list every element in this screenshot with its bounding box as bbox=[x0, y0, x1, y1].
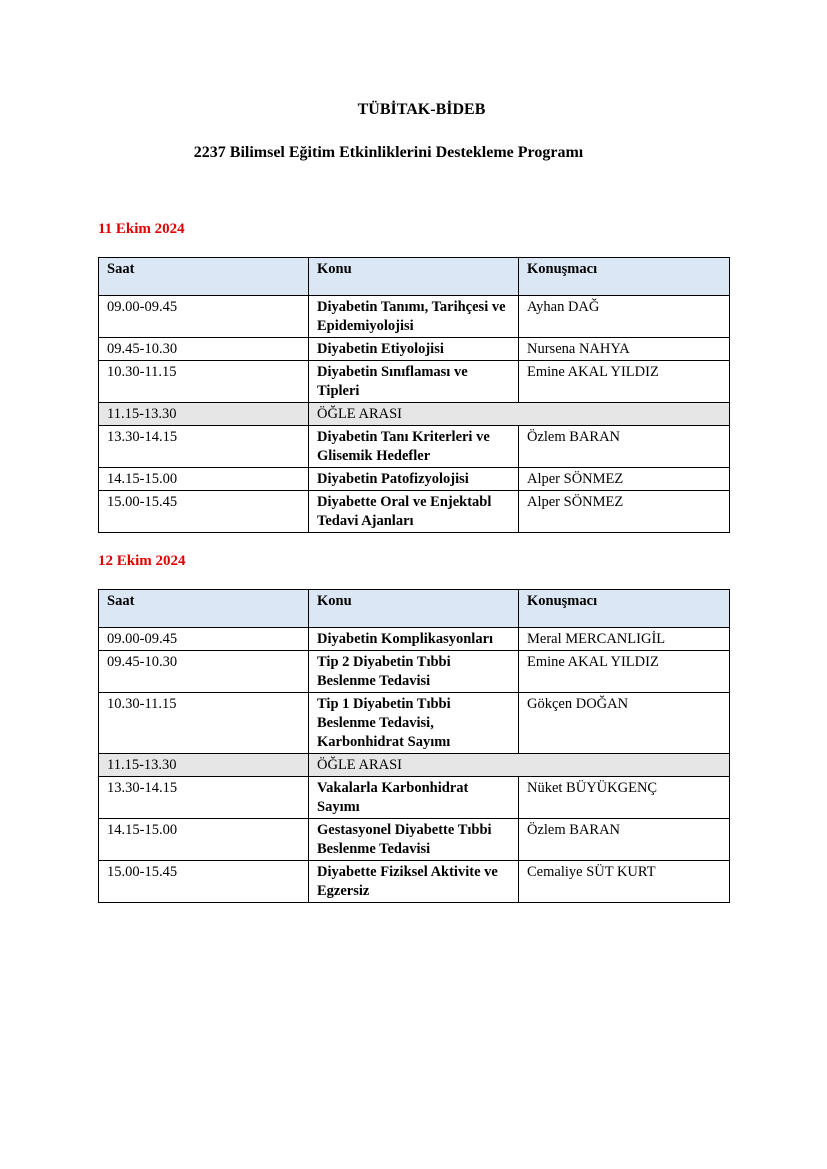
time-column-header: Saat bbox=[99, 258, 309, 296]
topic-cell: Tip 2 Diyabetin Tıbbi Beslenme Tedavisi bbox=[309, 651, 519, 693]
day1-schedule-table bbox=[98, 257, 730, 533]
time-cell: 09.00-09.45 bbox=[99, 296, 309, 338]
topic-cell: Vakalarla Karbonhidrat Sayımı bbox=[309, 777, 519, 819]
speaker-cell: Gökçen DOĞAN bbox=[519, 693, 730, 754]
time-cell: 09.45-10.30 bbox=[99, 338, 309, 361]
time-cell: 14.15-15.00 bbox=[99, 468, 309, 491]
speaker-cell: Ayhan DAĞ bbox=[519, 296, 730, 338]
topic-column-header: Konu bbox=[309, 258, 519, 296]
day1-date: 11 Ekim 2024 bbox=[98, 221, 185, 237]
table-header-row bbox=[99, 258, 730, 296]
table-row bbox=[99, 777, 730, 819]
speaker-cell: Emine AKAL YILDIZ bbox=[519, 651, 730, 693]
time-column-header: Saat bbox=[99, 590, 309, 628]
time-cell: 09.45-10.30 bbox=[99, 651, 309, 693]
time-cell: 13.30-14.15 bbox=[99, 426, 309, 468]
table-row bbox=[99, 819, 730, 861]
topic-cell: Gestasyonel Diyabette Tıbbi Beslenme Tedavisi bbox=[309, 819, 519, 861]
day2-date: 12 Ekim 2024 bbox=[98, 553, 186, 569]
time-cell: 09.00-09.45 bbox=[99, 628, 309, 651]
topic-cell: Diyabette Oral ve Enjektabl Tedavi Ajanları bbox=[309, 491, 519, 533]
table-row bbox=[99, 861, 730, 903]
speaker-cell: Özlem BARAN bbox=[519, 819, 730, 861]
topic-cell: Diyabetin Patofizyolojisi bbox=[309, 468, 519, 491]
table-header-row bbox=[99, 590, 730, 628]
speaker-cell: Özlem BARAN bbox=[519, 426, 730, 468]
time-cell: 10.30-11.15 bbox=[99, 361, 309, 403]
table-row bbox=[99, 651, 730, 693]
table-row bbox=[99, 491, 730, 533]
table-row bbox=[99, 296, 730, 338]
table-row bbox=[99, 361, 730, 403]
break-row bbox=[99, 403, 730, 426]
break-cell: ÖĞLE ARASI bbox=[309, 403, 730, 426]
break-row bbox=[99, 754, 730, 777]
time-cell: 14.15-15.00 bbox=[99, 819, 309, 861]
table-row bbox=[99, 628, 730, 651]
speaker-cell: Alper SÖNMEZ bbox=[519, 468, 730, 491]
break-cell: ÖĞLE ARASI bbox=[309, 754, 730, 777]
topic-cell: Diyabetin Etiyolojisi bbox=[309, 338, 519, 361]
speaker-cell: Emine AKAL YILDIZ bbox=[519, 361, 730, 403]
topic-column-header: Konu bbox=[309, 590, 519, 628]
speaker-column-header: Konuşmacı bbox=[519, 590, 730, 628]
topic-cell: Diyabetin Sınıflaması ve Tipleri bbox=[309, 361, 519, 403]
time-cell: 11.15-13.30 bbox=[99, 403, 309, 426]
time-cell: 10.30-11.15 bbox=[99, 693, 309, 754]
time-cell: 13.30-14.15 bbox=[99, 777, 309, 819]
topic-cell: Diyabetin Komplikasyonları bbox=[309, 628, 519, 651]
table-row bbox=[99, 693, 730, 754]
topic-cell: Tip 1 Diyabetin Tıbbi Beslenme Tedavisi, Karbonhidrat Sayımı bbox=[309, 693, 519, 754]
topic-cell: Diyabetin Tanımı, Tarihçesi ve Epidemiyolojisi bbox=[309, 296, 519, 338]
program-subtitle: 2237 Bilimsel Eğitim Etkinliklerini Destekleme Programı bbox=[193, 144, 584, 161]
topic-cell: Diyabette Fiziksel Aktivite ve Egzersiz bbox=[309, 861, 519, 903]
speaker-column-header: Konuşmacı bbox=[519, 258, 730, 296]
speaker-cell: Alper SÖNMEZ bbox=[519, 491, 730, 533]
speaker-cell: Nüket BÜYÜKGENÇ bbox=[519, 777, 730, 819]
day2-schedule-table bbox=[98, 589, 730, 903]
table-row bbox=[99, 426, 730, 468]
document-title: TÜBİTAK-BİDEB bbox=[357, 101, 486, 118]
table-row bbox=[99, 468, 730, 491]
time-cell: 15.00-15.45 bbox=[99, 491, 309, 533]
time-cell: 15.00-15.45 bbox=[99, 861, 309, 903]
table-row bbox=[99, 338, 730, 361]
topic-cell: Diyabetin Tanı Kriterleri ve Glisemik Hedefler bbox=[309, 426, 519, 468]
speaker-cell: Cemaliye SÜT KURT bbox=[519, 861, 730, 903]
speaker-cell: Nursena NAHYA bbox=[519, 338, 730, 361]
speaker-cell: Meral MERCANLIGİL bbox=[519, 628, 730, 651]
time-cell: 11.15-13.30 bbox=[99, 754, 309, 777]
